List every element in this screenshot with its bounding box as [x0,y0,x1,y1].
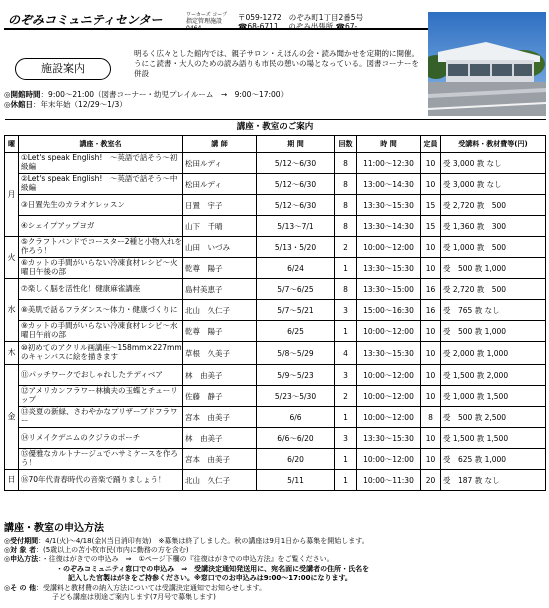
course-time: 10:00～12:00 [357,407,421,428]
window-line: ・のぞみコミュニティ窓口での申込み ⇒ 受講決定通知発送用に、宛名面に受講者の住所・氏名を [56,564,370,573]
building-photo [428,12,546,116]
teacher-name: 山田 いづみ [183,237,257,258]
capacity: 10 [421,258,441,279]
weekday-cell: 木 [5,342,19,365]
course-name: ⑨カットの手間がいらない冷凍食材レシピ～水曜日午前の部 [19,321,183,342]
table-row [5,258,546,279]
facility-intro: 明るく広々とした館内では、親子サロン・えほんの会・読み聞かせを定期的に開催。うにこ読書・大人のための読み語りも市民の憩いの場となっている。図書コーナーを併設 [134,49,419,79]
course-period: 5/8～5/29 [257,342,335,365]
period-value: ：4/1(火)～4/18(金)(当日消印有効) ※募集は終了しました。秋の講座は9月1日から募集を開始します。 [38,536,369,545]
course-period: 6/20 [257,449,335,470]
course-period: 5/7～6/25 [257,279,335,300]
table-row [5,300,546,321]
capacity: 10 [421,153,441,174]
other-label: ◎そ の 他 [4,583,36,592]
teacher-name: 林 由美子 [183,365,257,386]
course-period: 5/12～6/30 [257,153,335,174]
fee: 受 2,720 教 500 [441,279,546,300]
session-count: 8 [335,174,357,195]
course-name: ⑪パッチワークでおしゃれしたテディベア [19,365,183,386]
teacher-name: 松田ルディ [183,174,257,195]
fee: 受 1,000 教 500 [441,237,546,258]
mgmt-line-3: 0464 [186,24,202,32]
mgmt-line-1: ワーカーズ コープ [186,12,227,18]
header-teacher: 講 師 [183,136,257,153]
fee: 受 1,000 教 1,500 [441,386,546,407]
capacity: 15 [421,195,441,216]
other-value: ：受講料と教材費の納入方法については受講決定通知でお知らせします。 [35,583,267,592]
capacity: 15 [421,216,441,237]
facility-info-badge: 施設案内 [15,58,111,80]
weekday-cell: 水 [5,279,19,342]
fee: 受 2,720 教 500 [441,195,546,216]
course-time: 10:00～12:00 [357,365,421,386]
teacher-name: 佐藤 静子 [183,386,257,407]
header-count: 回数 [335,136,357,153]
header-capacity: 定員 [421,136,441,153]
course-time: 13:30～15:30 [357,258,421,279]
header-course: 講座・教室名 [19,136,183,153]
fee: 受 3,000 教 なし [441,153,546,174]
course-name: ⑬炎夏の新緑、さわやかなプリザーブドフラワー [19,407,183,428]
course-time: 15:00～16:30 [357,300,421,321]
header-period: 期 間 [257,136,335,153]
weekday-cell: 火 [5,237,19,279]
hours-value: ：9:00～21:00（図書コーナー・幼児プレイルーム → 9:00～17:00） [40,90,289,99]
capacity: 16 [421,300,441,321]
course-name: ⑩初めてのアクリル画講座～158mm×227mmのキャンバスに絵を描きます [19,342,183,365]
course-name: ⑮優雅なカルトナージュでハサミケースを作ろう！ [19,449,183,470]
table-row [5,407,546,428]
table-row [5,279,546,300]
fee: 受 625 教 1,000 [441,449,546,470]
course-period: 5/23～5/30 [257,386,335,407]
course-period: 6/25 [257,321,335,342]
teacher-name: 乾尊 陽子 [183,258,257,279]
hours-label: ◎開館時間 [4,90,41,99]
course-time: 13:30～15:30 [357,342,421,365]
teacher-name: 宮本 由美子 [183,407,257,428]
course-name: ③日置先生のカラオケレッスン [19,195,183,216]
course-time: 10:00～11:30 [357,470,421,491]
capacity: 20 [421,470,441,491]
course-time: 13:30～15:30 [357,195,421,216]
teacher-name: 北山 久仁子 [183,470,257,491]
table-row [5,386,546,407]
schedule-rows [5,153,546,491]
session-count: 8 [335,279,357,300]
capacity: 10 [421,174,441,195]
table-row [5,365,546,386]
window-line-2: 記入した官製はがきをご持参ください。※窓口でのお申込みは9:00～17:00になります。 [68,574,352,583]
weekday-cell: 月 [5,153,19,237]
course-name: ⑯70年代青春時代の音楽で踊りましょう！ [19,470,183,491]
table-row [5,470,546,491]
capacity: 10 [421,449,441,470]
closed-value: ：年末年始（12/29～1/3） [33,100,127,110]
method-label: ◎申込方法 [4,555,39,564]
course-name: ⑤クラフトバンドでコースター2種と小物入れを作ろう！ [19,237,183,258]
course-time: 13:00～14:30 [357,174,421,195]
course-period: 5/7～5/21 [257,300,335,321]
teacher-name: 宮本 由美子 [183,449,257,470]
table-row [5,174,546,195]
fee: 受 500 教 1,000 [441,258,546,279]
course-time: 10:00～12:00 [357,449,421,470]
fee: 受 3,000 教 なし [441,174,546,195]
session-count: 2 [335,386,357,407]
course-period: 5/13・5/20 [257,237,335,258]
teacher-name: 草根 久美子 [183,342,257,365]
fee: 受 500 教 2,500 [441,407,546,428]
capacity: 8 [421,407,441,428]
table-title: 講座・教室のご案内 [5,120,546,136]
course-name: ④シェイプアップヨガ [19,216,183,237]
mgmt-line-2: 指定管理施設 [186,17,223,25]
session-count: 8 [335,195,357,216]
table-row [5,342,546,365]
session-count: 3 [335,300,357,321]
header-time: 時 間 [357,136,421,153]
fee: 受 500 教 1,000 [441,321,546,342]
fee: 受 1,500 教 2,000 [441,365,546,386]
capacity: 10 [421,365,441,386]
table-row [5,237,546,258]
closed-label: ◎休館日 [4,100,34,110]
teacher-name: 日置 宇子 [183,195,257,216]
capacity: 16 [421,279,441,300]
weekday-cell: 日 [5,470,19,491]
capacity: 10 [421,386,441,407]
course-name: ⑥カットの手間がいらない冷凍食材レシピ～火曜日午後の部 [19,258,183,279]
table-title-row [5,120,546,136]
course-period: 5/12～6/30 [257,174,335,195]
teacher-name: 乾尊 陽子 [183,321,257,342]
table-row [5,449,546,470]
session-count: 1 [335,258,357,279]
course-name: ①Let's speak English! ～英語で話そう～初級編 [19,153,183,174]
course-period: 5/11 [257,470,335,491]
session-count: 1 [335,470,357,491]
course-time: 10:00～12:00 [357,386,421,407]
phone-number: ☎68-6711 [238,22,279,32]
header-day: 曜 [5,136,19,153]
table-row [5,321,546,342]
session-count: 3 [335,365,357,386]
branch-phone: のぞみ出張所 ☎67- [288,22,358,32]
course-name: ⑦楽しく脳を活性化！健康麻雀講座 [19,279,183,300]
course-name: ②Let's speak English! ～英語で話そう～中級編 [19,174,183,195]
table-row [5,195,546,216]
period-label: ◎受付期間 [4,536,39,545]
street-address: のぞみ町1丁目2番5号 [288,13,364,22]
session-count: 8 [335,216,357,237]
weekday-cell: 金 [5,365,19,470]
application-section [4,522,545,603]
session-count: 4 [335,342,357,365]
postal-code: 〒059-1272 [238,13,282,22]
table-row [5,153,546,174]
fee: 受 187 教 なし [441,470,546,491]
table-row [5,428,546,449]
fee: 受 2,000 教 1,000 [441,342,546,365]
course-period: 6/6 [257,407,335,428]
building-photo-illustration [428,12,546,116]
other-value-2: 子ども講座は別途ご案内します(7月号で募集します) [52,593,216,602]
fee: 受 1,360 教 300 [441,216,546,237]
application-title: 講座・教室の申込方法 [4,523,104,534]
course-period: 5/13～7/1 [257,216,335,237]
course-period: 6/6～6/20 [257,428,335,449]
teacher-name: 松田ルディ [183,153,257,174]
session-count: 3 [335,428,357,449]
session-count: 1 [335,407,357,428]
course-time: 10:00～12:00 [357,321,421,342]
course-time: 11:00～12:30 [357,153,421,174]
target-value: ：(5歳以上の苫小牧市民(市内に勤務の方を含む) [35,545,189,554]
teacher-name: 林 由美子 [183,428,257,449]
course-period: 5/9～5/23 [257,365,335,386]
capacity: 10 [421,342,441,365]
course-name: ⑭リメイクデニムのクジラのポーチ [19,428,183,449]
teacher-name: 島村美恵子 [183,279,257,300]
capacity: 10 [421,428,441,449]
course-time: 10:00～12:00 [357,237,421,258]
target-label: ◎対 象 者 [4,545,36,554]
hours-block [4,90,288,110]
capacity: 10 [421,321,441,342]
fee: 受 1,500 教 1,500 [441,428,546,449]
course-time: 13:30～15:30 [357,428,421,449]
session-count: 2 [335,237,357,258]
session-count: 1 [335,321,357,342]
table-row [5,216,546,237]
course-time: 13:30～14:30 [357,216,421,237]
course-period: 5/12～6/30 [257,195,335,216]
teacher-name: 北山 久仁子 [183,300,257,321]
session-count: 1 [335,449,357,470]
table-header-row [5,136,546,153]
course-name: ⑧美肌で話るフラダンス～体力・健康づくりに [19,300,183,321]
fee: 受 765 教 なし [441,300,546,321]
course-name: ⑫アメリカンフラワー林檎夫の玉蝶とチューリップ [19,386,183,407]
header-fee: 受講料・教材費等(円) [441,136,546,153]
method-value: ：・往復はがきでの申込み ⇒ ①ページ下欄の『往復はがきでの申込方法』をご覧ください。 [38,555,334,564]
center-logo: のぞみコミュニティセンター [8,13,163,27]
capacity: 10 [421,237,441,258]
session-count: 8 [335,153,357,174]
course-time: 13:30～15:00 [357,279,421,300]
teacher-name: 山下 千晴 [183,216,257,237]
course-period: 6/24 [257,258,335,279]
schedule-table [4,119,546,491]
